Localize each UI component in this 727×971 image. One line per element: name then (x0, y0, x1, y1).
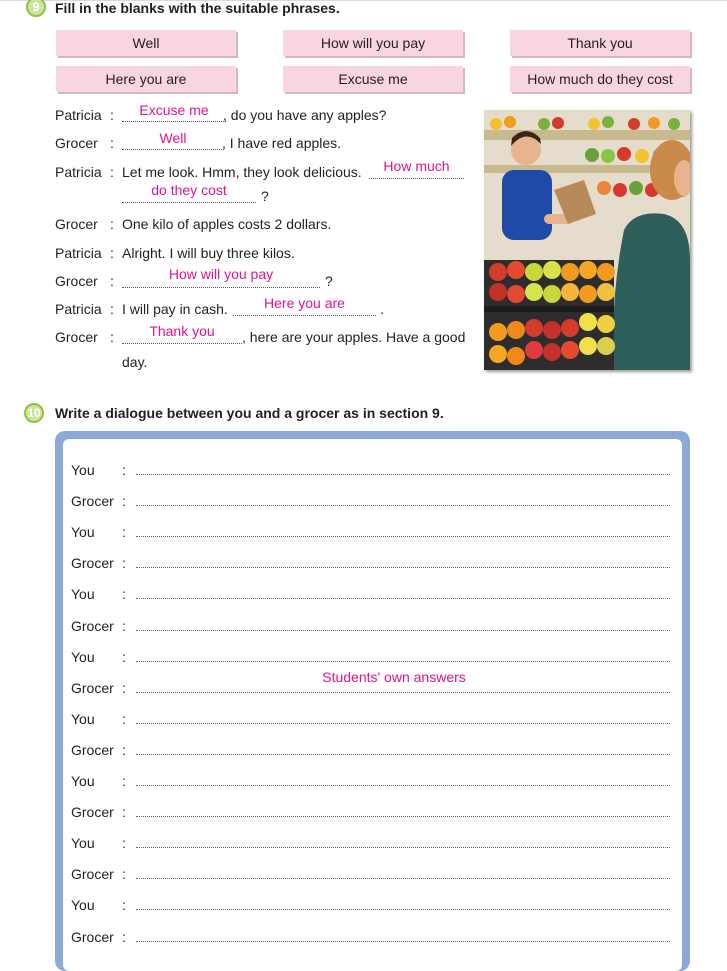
dialogue-row-colon: : (122, 462, 126, 478)
dialogue-row-colon: : (122, 555, 126, 571)
dialogue-speaker: Grocer (55, 329, 98, 345)
dialogue-speaker: Patricia (55, 245, 102, 261)
dialogue-text: , here are your apples. Have a good (242, 329, 466, 345)
phrase-box: Thank you (510, 30, 690, 56)
phrase-box: How will you pay (283, 30, 463, 56)
students-own-answers-note: Students' own answers (322, 669, 466, 685)
dialogue-row-speaker: You (71, 897, 95, 913)
writing-line[interactable] (136, 505, 670, 506)
dialogue-row-speaker: Grocer (71, 618, 114, 634)
writing-line[interactable] (136, 909, 670, 910)
dialogue-colon: : (110, 329, 114, 345)
filled-answer: Here you are (264, 295, 345, 311)
answer-blank[interactable] (233, 315, 376, 316)
dialogue-row-speaker: You (71, 711, 95, 727)
answer-blank[interactable] (122, 343, 242, 344)
dialogue-row-speaker: Grocer (71, 804, 114, 820)
dialogue-row-colon: : (122, 773, 126, 789)
dialogue-text: One kilo of apples costs 2 dollars. (122, 216, 332, 232)
writing-line[interactable] (136, 785, 670, 786)
writing-line[interactable] (136, 723, 670, 724)
filled-answer: How much (383, 158, 450, 174)
filled-answer: Excuse me (139, 102, 209, 118)
dialogue-row-speaker: You (71, 462, 95, 478)
dialogue-writing-frame (55, 431, 690, 971)
answer-blank[interactable] (122, 121, 226, 122)
phrase-box: Well (56, 30, 236, 56)
dialogue-colon: : (110, 107, 114, 123)
dialogue-row-colon: : (122, 929, 126, 945)
section-number-badge: 10 (24, 403, 44, 423)
dialogue-text: , do you have any apples? (223, 107, 387, 123)
dialogue-row-colon: : (122, 524, 126, 540)
writing-line[interactable] (136, 847, 670, 848)
answer-blank[interactable] (122, 149, 224, 150)
dialogue-row-speaker: Grocer (71, 929, 114, 945)
dialogue-row-speaker: You (71, 835, 95, 851)
writing-line[interactable] (136, 692, 670, 693)
writing-line[interactable] (136, 941, 670, 942)
dialogue-row-colon: : (122, 711, 126, 727)
dialogue-colon: : (110, 164, 114, 180)
dialogue-row-colon: : (122, 742, 126, 758)
filled-answer: Well (159, 130, 187, 146)
dialogue-row-speaker: Grocer (71, 866, 114, 882)
dialogue-text: I will pay in cash. (122, 301, 228, 317)
grocery-illustration (484, 110, 690, 370)
phrase-box: How much do they cost (510, 66, 690, 92)
dialogue-speaker: Grocer (55, 273, 98, 289)
dialogue-colon: : (110, 216, 114, 232)
dialogue-speaker: Patricia (55, 301, 102, 317)
dialogue-speaker: Patricia (55, 164, 102, 180)
dialogue-colon: : (110, 301, 114, 317)
filled-answer: do they cost (151, 182, 227, 198)
dialogue-row-speaker: Grocer (71, 555, 114, 571)
dialogue-text: . (380, 301, 384, 317)
dialogue-row-colon: : (122, 897, 126, 913)
filled-answer: How will you pay (168, 266, 274, 282)
answer-blank[interactable] (122, 287, 320, 288)
dialogue-row-speaker: You (71, 773, 95, 789)
dialogue-row-speaker: You (71, 649, 95, 665)
dialogue-row-speaker: You (71, 586, 95, 602)
dialogue-row-speaker: You (71, 524, 95, 540)
dialogue-row-colon: : (122, 649, 126, 665)
dialogue-speaker: Patricia (55, 107, 102, 123)
writing-area (63, 439, 682, 971)
dialogue-colon: : (110, 273, 114, 289)
dialogue-text: Alright. I will buy three kilos. (122, 245, 295, 261)
section-number-badge: 9 (26, 0, 46, 17)
dialogue-row-colon: : (122, 586, 126, 602)
dialogue-row-colon: : (122, 680, 126, 696)
writing-line[interactable] (136, 567, 670, 568)
dialogue-row-colon: : (122, 804, 126, 820)
grocery-photo (484, 110, 690, 370)
dialogue-speaker: Grocer (55, 135, 98, 151)
writing-line[interactable] (136, 536, 670, 537)
section-9-instruction: Fill in the blanks with the suitable phrases. (55, 0, 340, 16)
writing-line[interactable] (136, 474, 670, 475)
answer-blank[interactable] (122, 202, 256, 203)
section-10-instruction: Write a dialogue between you and a grocer as in section 9. (55, 405, 444, 421)
writing-line[interactable] (136, 878, 670, 879)
writing-line[interactable] (136, 754, 670, 755)
dialogue-text: ? (325, 273, 333, 289)
phrase-box: Excuse me (283, 66, 463, 92)
answer-blank[interactable] (369, 178, 464, 179)
phrase-box: Here you are (56, 66, 236, 92)
dialogue-text: , I have red apples. (222, 135, 342, 151)
dialogue-text: ? (261, 188, 269, 204)
dialogue-speaker: Grocer (55, 216, 98, 232)
writing-line[interactable] (136, 630, 670, 631)
writing-line[interactable] (136, 598, 670, 599)
dialogue-text: Let me look. Hmm, they look delicious. (122, 164, 362, 180)
dialogue-text: day. (122, 354, 148, 370)
dialogue-colon: : (110, 135, 114, 151)
filled-answer: Thank you (149, 323, 215, 339)
dialogue-row-colon: : (122, 835, 126, 851)
dialogue-row-speaker: Grocer (71, 493, 114, 509)
dialogue-row-colon: : (122, 493, 126, 509)
dialogue-row-speaker: Grocer (71, 742, 114, 758)
dialogue-row-colon: : (122, 618, 126, 634)
dialogue-colon: : (110, 245, 114, 261)
dialogue-row-speaker: Grocer (71, 680, 114, 696)
writing-line[interactable] (136, 661, 670, 662)
writing-line[interactable] (136, 816, 670, 817)
dialogue-row-colon: : (122, 866, 126, 882)
